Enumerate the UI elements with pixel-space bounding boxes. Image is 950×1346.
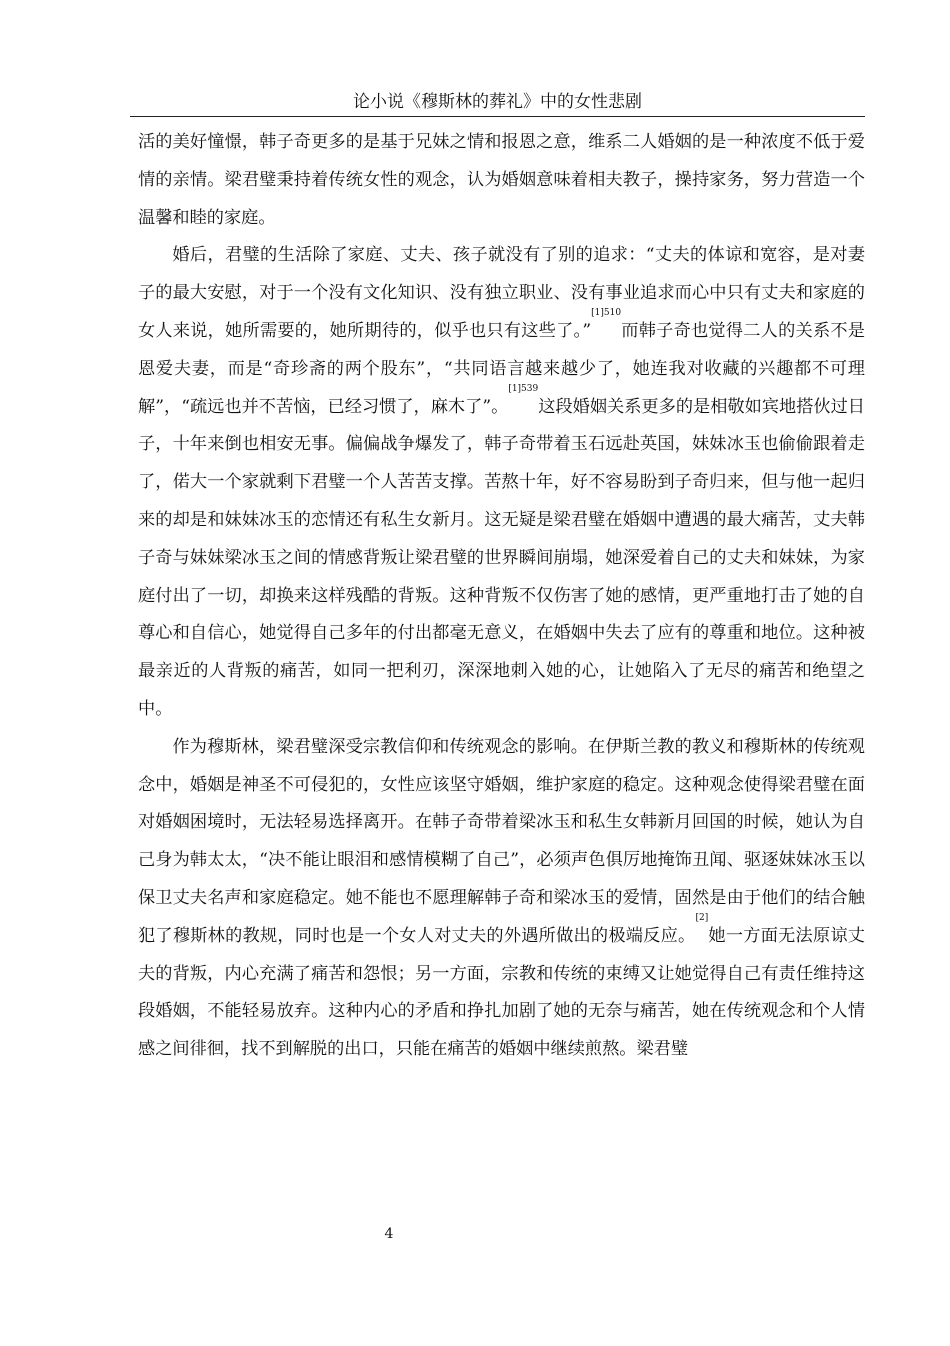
- page-header: [130, 88, 865, 117]
- citation-1-539: [1]539: [508, 383, 539, 394]
- paragraph-3-text-b: 她一方面无法原谅丈夫的背叛，内心充满了痛苦和怨恨；另一方面，宗教和传统的束缚又让她觉得自己有责任维持这段婚姻，不能轻易放弃。这种内心的矛盾和挣扎加剧了她的无奈与痛苦，她在传统观念和个人情感之间徘徊，找不到解脱的出口，只能在痛苦的婚姻中继续煎熬。梁君璧: [138, 925, 865, 1060]
- paragraph-2-text-a: 婚后，君璧的生活除了家庭、丈夫、孩子就没有了别的追求：“丈夫的体谅和宽容，是对妻子的最大安慰，对于一个没有文化知识、没有独立职业、没有事业追求而心中只有丈夫和家庭的女人来说，她所需要的，她所期待的，似乎也只有这些了。”: [138, 245, 865, 341]
- paragraph-2-text-b: 而韩子奇也觉得二人的关系不是恩爱夫妻，而是“奇珍斋的两个股东”，“共同语言越来越少了，她连我对收藏的兴趣都不可理解”，“疏远也并不苦恼，已经习惯了，麻木了”。: [138, 320, 865, 417]
- header-title: 论小说《穆斯林的葬礼》中的女性悲剧: [353, 92, 642, 112]
- paragraph-2-text-c: 这段婚姻关系更多的是相敬如宾地搭伙过日子，十年来倒也相安无事。偏偏战争爆发了，韩子奇带着玉石远赴英国，妹妹冰玉也偷偷跟着走了，偌大一个家就剩下君璧一个人苦苦支撑。苦熬十年，好不容易盼到子奇归来，但与他一起归来的却是和妹妹冰玉的恋情还有私生女新月。这无疑是梁君璧在婚姻中遭遇的最大痛苦，丈夫韩子奇与妹妹梁冰玉之间的情感背叛让梁君璧的世界瞬间崩塌，她深爱着自己的丈夫和妹妹，为家庭付出了一切，却换来这样残酷的背叛。这种背叛不仅伤害了她的感情，更严重地打击了她的自尊心和自信心，她觉得自己多年的付出都毫无意义，在婚姻中失去了应有的尊重和地位。这种被最亲近的人背叛的痛苦，如同一把利刃，深深地刺入她的心，让她陷入了无尽的痛苦和绝望之中。: [138, 396, 865, 719]
- body-text: [138, 124, 865, 1069]
- citation-1-510: [1]510: [591, 307, 622, 318]
- paragraph-3-text-a: 作为穆斯林，梁君璧深受宗教信仰和传统观念的影响。在伊斯兰教的教义和穆斯林的传统观念中，婚姻是神圣不可侵犯的，女性应该坚守婚姻，维护家庭的稳定。这种观念使得梁君璧在面对婚姻困境时，无法轻易选择离开。在韩子奇带着梁冰玉和私生女韩新月回国的时候，她认为自己身为韩太太，“决不能让眼泪和感情模糊了自己”，必须声色俱厉地掩饰丑闻、驱逐妹妹冰玉以保卫丈夫名声和家庭稳定。她不能也不愿理解韩子奇和梁冰玉的爱情，固然是由于他们的结合触犯了穆斯林的教规，同时也是一个女人对丈夫的外遇所做出的极端反应。: [138, 736, 865, 946]
- paragraph-1: [138, 124, 865, 237]
- page-number: 4: [384, 1226, 394, 1242]
- paragraph-3: [138, 729, 865, 1069]
- citation-2: [2]: [695, 912, 709, 923]
- paragraph-2: [138, 237, 865, 728]
- paragraph-1-text: 活的美好憧憬，韩子奇更多的是基于兄妹之情和报恩之意，维系二人婚姻的是一种浓度不低于爱情的亲情。梁君璧秉持着传统女性的观念，认为婚姻意味着相夫教子，操持家务，努力营造一个温馨和睦的家庭。: [138, 132, 865, 228]
